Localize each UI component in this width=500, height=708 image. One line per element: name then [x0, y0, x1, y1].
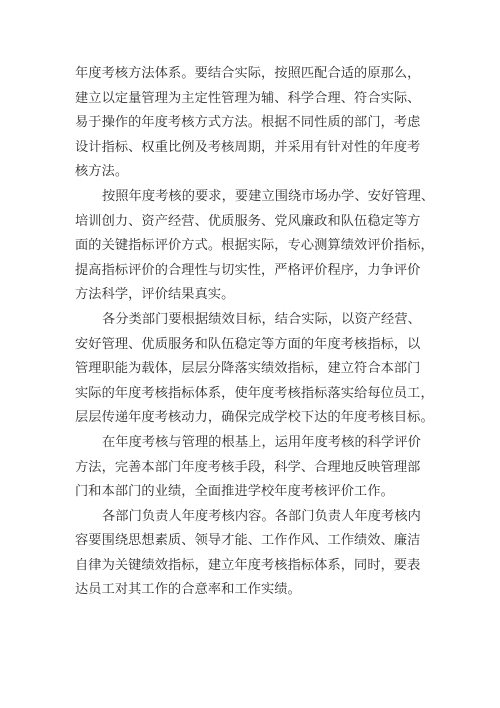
text-line: 门和本部门的业绩，全面推进学校年度考核评价工作。 [75, 484, 394, 500]
text-line: 易于操作的年度考核方式方法。根据不同性质的部门，考虑 [75, 115, 421, 131]
text-line: 培训创力、资产经营、优质服务、党风廉政和队伍稳定等方 [75, 213, 421, 229]
paragraph-1 [75, 62, 431, 185]
text-line: 自律为关键绩效指标，建立年度考核指标体系，同时，要表 [75, 557, 421, 573]
paragraph-4 [75, 431, 431, 505]
text-line: 核方法。 [75, 164, 129, 180]
text-line: 管理职能为载体，层层分降落实绩效指标，建立符合本部门 [75, 361, 421, 377]
text-line: 设计指标、权重比例及考核周期，并采用有针对性的年度考 [75, 139, 421, 155]
text-line: 方法科学，评价结果真实。 [75, 287, 235, 303]
text-line: 实际的年度考核指标体系，使年度考核指标落实给每位员工， [75, 385, 434, 401]
paragraph-5 [75, 505, 431, 603]
text-line: 在年度考核与管理的根基上，运用年度考核的科学评价 [102, 434, 421, 450]
text-line: 各部门负责人年度考核内容。各部门负责人年度考核内 [102, 508, 421, 524]
text-line: 按照年度考核的要求，要建立围绕市场办学、安好管理、 [102, 188, 435, 204]
paragraph-2 [75, 185, 435, 308]
text-line: 提高指标评价的合理性与切实性，严格评价程序，力争评价 [75, 262, 421, 278]
text-line: 方法，完善本部门年度考核手段，科学、合理地反映管理部 [75, 459, 421, 475]
text-line: 容要围绕思想素质、领导才能、工作作风、工作绩效、廉洁 [75, 533, 421, 549]
paragraph-3 [75, 308, 434, 431]
text-line: 年度考核方法体系。要结合实际，按照匹配合适的原那么， [75, 66, 421, 81]
document-body [75, 62, 435, 603]
text-line: 安好管理、优质服务和队伍稳定等方面的年度考核指标，以 [75, 336, 421, 352]
text-line: 建立以定量管理为主定性管理为辅、科学合理、符合实际、 [75, 90, 421, 106]
text-line: 达员工对其工作的合意率和工作实绩。 [75, 582, 301, 598]
text-line: 面的关键指标评价方式。根据实际，专心测算绩效评价指标， [75, 238, 434, 254]
text-line: 各分类部门要根据绩效目标，结合实际，以资产经营、 [102, 311, 421, 327]
text-line: 层层传递年度考核动力，确保完成学校下达的年度考核目标。 [75, 410, 434, 426]
